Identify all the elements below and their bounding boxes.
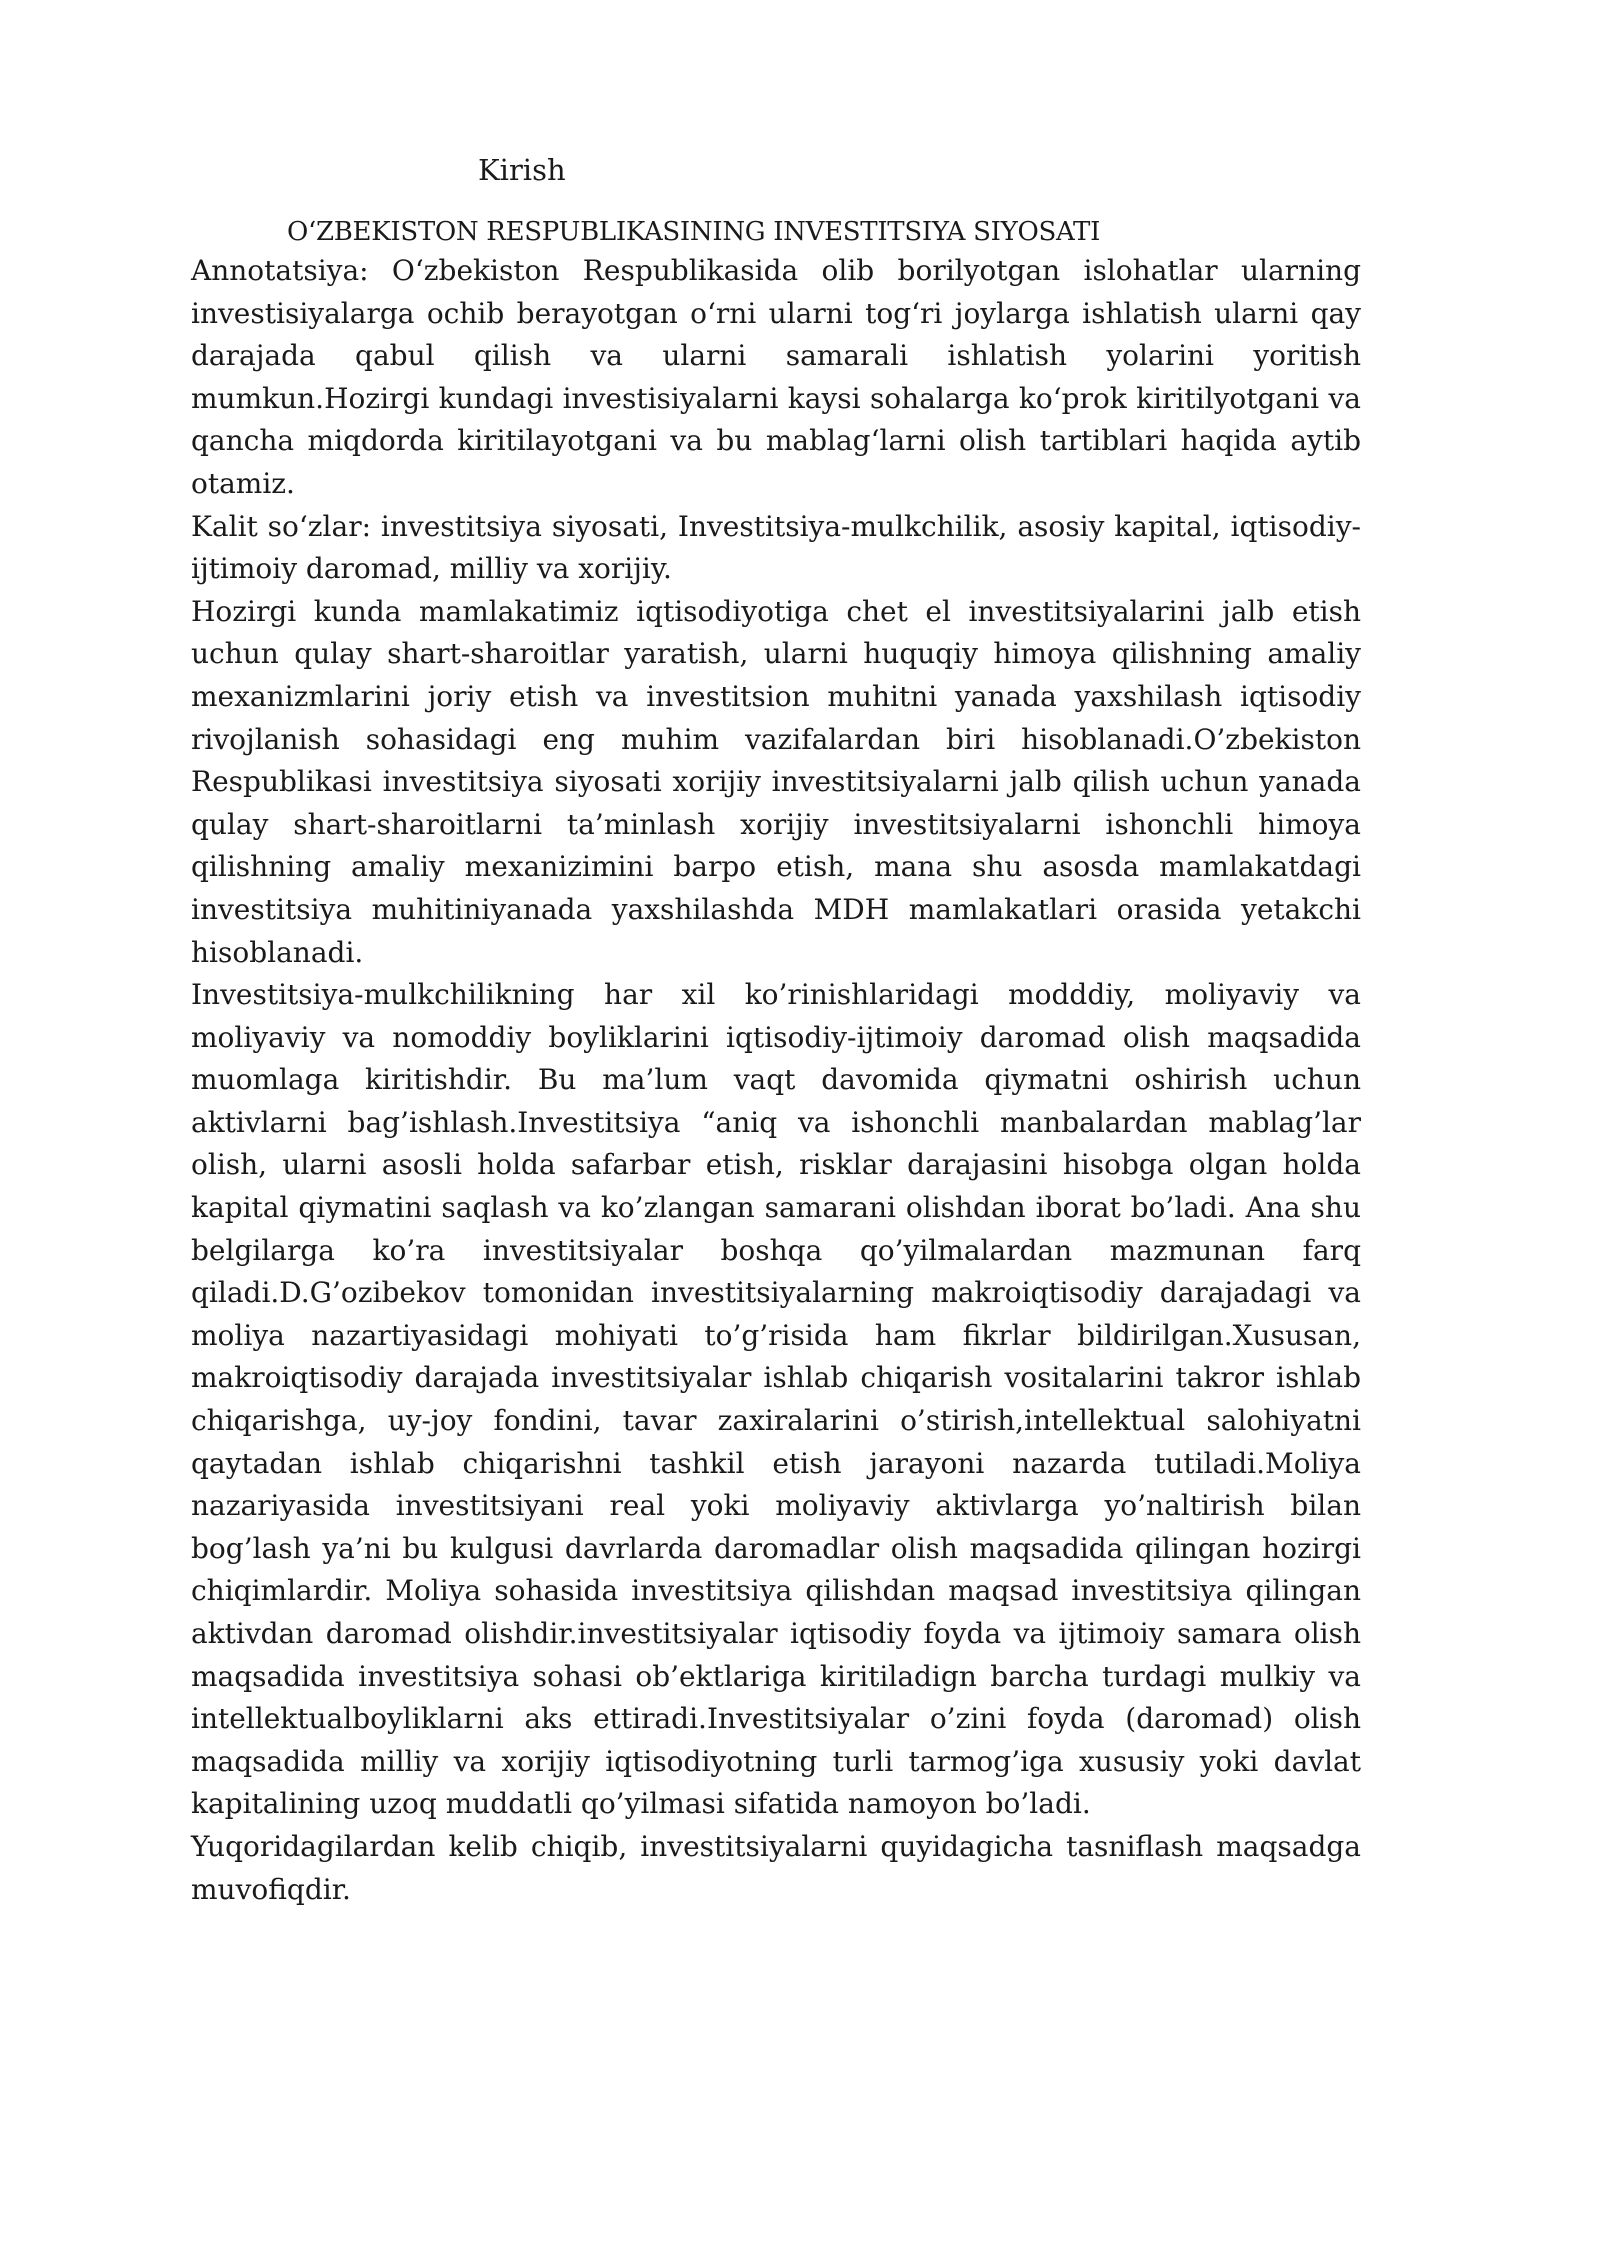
document-body xyxy=(191,250,1361,1911)
body-paragraph: Yuqoridagilardan kelib chiqib, investitsiyalarni quyidagicha tasniflash maqsadga muvofiqdir. xyxy=(191,1829,1361,1906)
document-title: O‘ZBEKISTON RESPUBLIKASINING INVESTITSIYA SIYOSATI xyxy=(287,217,1101,247)
body-paragraph: Hozirgi kunda mamlakatimiz iqtisodiyotiga chet el investitsiyalarini jalb etish uchun qulay shart-sharoitlar yaratish, ularni huquqiy himoya qilishning amaliy mexanizmlarini joriy etish va investitsion muhitni yanada yaxshilash iqtisodiy rivojlanish sohasidagi eng muhim vazifalardan biri hisoblanadi.O’zbekiston Respublikasi investitsiya siyosati xorijiy investitsiyalarni jalb qilish uchun yanada qulay shart-sharoitlarni ta’minlash xorijiy investitsiyalarni ishonchli himoya qilishning amaliy mexanizimini barpo etish, mana shu asosda mamlakatdagi investitsiya muhitiniyanada yaxshilashda MDH mamlakatlari orasida yetakchi hisoblanadi. xyxy=(191,594,1361,969)
body-paragraph: Investitsiya-mulkchilikning har xil ko’rinishlaridagi modddiy, moliyaviy va moliyaviy va nomoddiy boyliklarini iqtisodiy-ijtimoiy daromad olish maqsadida muomlaga kiritishdir. Bu ma’lum vaqt davomida qiymatni oshirish uchun aktivlarni bag’ishlash.Investitsiya “aniq va ishonchli manbalardan mablag’lar olish, ularni asosli holda safarbar etish, risklar darajasini hisobga olgan holda kapital qiymatini saqlash va ko’zlangan samarani olishdan iborat bo’ladi. Ana shu belgilarga ko’ra investitsiyalar boshqa qo’yilmalardan mazmunan farq qiladi.D.G’ozibekov tomonidan investitsiyalarning makroiqtisodiy darajadagi va moliya nazartiyasidagi mohiyati to’g’risida ham fikrlar bildirilgan.Xususan, makroiqtisodiy darajada investitsiyalar ishlab chiqarish vositalarini takror ishlab chiqarishga, uy-joy fondini, tavar zaxiralarini o’stirish,intellektual salohiyatni qaytadan ishlab chiqarishni tashkil etish jarayoni nazarda tutiladi.Moliya nazariyasida investitsiyani real yoki moliyaviy aktivlarga yo’naltirish bilan bog’lash ya’ni bu kulgusi davrlarda daromadlar olish maqsadida qilingan hozirgi chiqimlardir. Moliya sohasida investitsiya qilishdan maqsad investitsiya qilingan aktivdan daromad olishdir.investitsiyalar iqtisodiy foyda va ijtimoiy samara olish maqsadida investitsiya sohasi ob’ektlariga kiritiladign barcha turdagi mulkiy va intellektualboyliklarni aks ettiradi.Investitsiyalar o’zini foyda (daromad) olish maqsadida milliy va xorijiy iqtisodiyotning turli tarmog’iga xususiy yoki davlat kapitalining uzoq muddatli qo’yilmasi sifatida namoyon bo’ladi. xyxy=(191,978,1361,1821)
annotation-paragraph: Annotatsiya: O‘zbekiston Respublikasida olib borilyotgan islohatlar ularning investisiyalarga ochib berayotgan o‘rni ularni tog‘ri joylarga ishlatish ularni qay darajada qabul qilish va ularni samarali ishlatish yolarini yoritish mumkun.Hozirgi kundagi investisiyalarni kaysi sohalarga ko‘prok kiritilyotgani va qancha miqdorda kiritilayotgani va bu mablag‘larni olish tartiblari haqida aytib otamiz. xyxy=(191,254,1361,500)
document-heading: Kirish xyxy=(478,153,566,187)
keywords-paragraph: Kalit so‘zlar: investitsiya siyosati, Investitsiya-mulkchilik, asosiy kapital, iqtisodiy-ijtimoiy daromad, milliy va xorijiy. xyxy=(191,509,1361,586)
